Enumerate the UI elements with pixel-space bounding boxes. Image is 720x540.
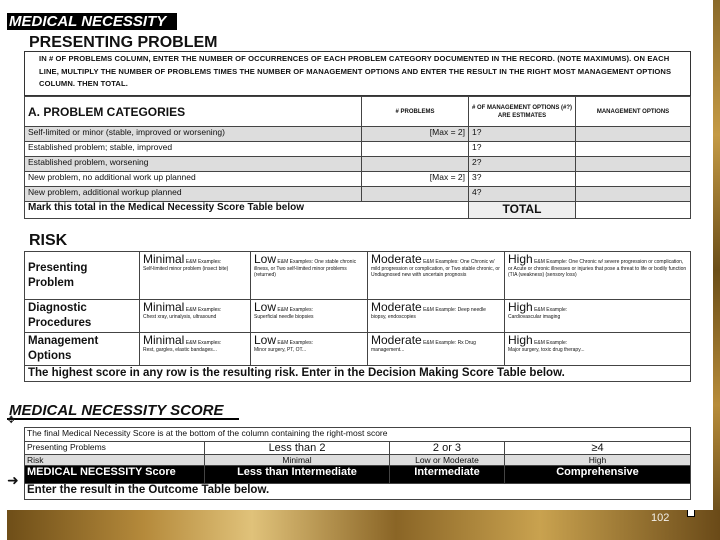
mgmt-count: 2? [469,157,576,172]
score-cell[interactable]: Less than 2 [205,442,390,455]
example-label: E&M Example: [534,340,568,346]
risk-footer: The highest score in any row is the resulting risk. Enter in the Decision Making Score Table below. [25,366,691,382]
example-text: Deep needle biopsy, endoscopies [371,307,486,320]
level-label: High [508,300,533,314]
example-text: Rx Drug management... [371,340,476,353]
example-text: Chest xray, urinalysis, ultrasound [143,314,217,320]
instructions-text: IN # OF PROBLEMS COLUMN, ENTER THE NUMBER OF OCCURRENCES OF EACH PROBLEM CATEGORY DOCUMENTED IN THE RECORD. (NOTE MAXIMUMS). ON EACH LINE, MULTIPLY THE NUMBER OF PROBLEMS TIMES THE NUMBER OF MANAGEMENT OPTIONS AND ENTER THE RESULT IN THE RIGHT MOST MANAGEMENT OPTIONS COLUMN. THEN TOTAL. [39,54,672,88]
score-result-label: MEDICAL NECESSITY Score [25,466,205,484]
level-label: High [508,333,533,347]
score-cell[interactable]: 2 or 3 [390,442,505,455]
table-row [25,442,691,455]
score-footer: Enter the result in the Outcome Table below. [25,484,691,500]
total-row-label: Mark this total in the Medical Necessity Score Table below [25,202,469,219]
problem-categories-table [24,96,691,219]
example-label: E&M Example: [534,307,568,313]
score-heading: MEDICAL NECESSITY SCORE [9,402,224,419]
page-title: MEDICAL NECESSITY [7,13,177,30]
risk-row-label: Management Options [25,333,140,366]
example-label: E&M Example: [534,259,568,265]
document-page [7,0,713,510]
score-result-row [25,466,691,484]
example-text: One stable chronic illness, or Two self-limited minor problems (returned) [254,259,357,278]
table-row [25,142,691,157]
medical-necessity-score-table [24,427,691,500]
score-cell[interactable]: ≥4 [505,442,691,455]
risk-cell-moderate [368,252,505,300]
risk-row-label: Diagnostic Procedures [25,300,140,333]
example-text: One Chronic w/ severe progression or complication, or Acute or chronic illnesses or injuries that pose a threat to life or bodily function (TIA (weakness) (sensory loss) [508,259,687,278]
col-mgmt-options-count: # OF MANAGEMENT OPTIONS (#?) ARE ESTIMATES [469,97,576,127]
example-text: Minor surgery, PT, OT... [254,347,307,353]
example-text: Rest, gargles, elastic bandages... [143,347,217,353]
risk-footer-row [25,366,691,382]
category-label: Self-limited or minor (stable, improved or worsening) [25,127,362,142]
page-number: 102 [651,512,670,524]
presenting-problem-heading: PRESENTING PROBLEM [29,34,218,51]
risk-cell-high [505,252,691,300]
level-label: Minimal [143,333,185,347]
risk-cell-moderate [368,300,505,333]
risk-cell-minimal [140,333,251,366]
mgmt-result[interactable] [576,142,691,157]
risk-cell-low [251,333,368,366]
example-text: One Chronic w/ mild progression or complication, or Two stable chronic, or Undiagnosed new with uncertain prognosis [371,259,500,278]
table-row [25,157,691,172]
problems-max[interactable]: [Max = 2] [362,127,469,142]
level-label: Minimal [143,252,185,266]
score-cell[interactable]: High [505,455,691,466]
total-value[interactable] [576,202,691,219]
table-row [25,127,691,142]
risk-cell-low [251,252,368,300]
risk-row-presenting-problem [25,252,691,300]
cursor-icon: ✥ [7,415,16,426]
example-label: E&M Examples: [277,340,313,346]
category-label: Established problem, worsening [25,157,362,172]
risk-cell-low [251,300,368,333]
mgmt-count: 1? [469,142,576,157]
risk-cell-high [505,333,691,366]
example-label: E&M Examples: [185,307,222,313]
total-row [25,202,691,219]
score-cell[interactable]: Low or Moderate [390,455,505,466]
category-label: Established problem; stable, improved [25,142,362,157]
risk-cell-moderate [368,333,505,366]
col-problem-categories: A. PROBLEM CATEGORIES [25,97,362,127]
example-text: Major surgery, toxic drug therapy... [508,347,585,353]
risk-row-management [25,333,691,366]
example-label: E&M Examples: [185,259,222,265]
score-footer-row [25,484,691,500]
mgmt-result[interactable] [576,157,691,172]
total-label: TOTAL [469,202,576,219]
instructions-box [24,51,691,96]
risk-heading: RISK [29,232,68,249]
category-label: New problem, no additional work up planned [25,172,362,187]
decorative-frame-bottom [0,510,720,540]
example-text: Cardiovascular imaging [508,314,561,320]
level-label: Moderate [371,300,422,314]
level-label: Moderate [371,333,422,347]
score-heading-underline [7,418,239,420]
example-label: E&M Examples: [277,259,313,265]
mgmt-result[interactable] [576,187,691,202]
problems-max[interactable] [362,157,469,172]
score-note-row [25,428,691,442]
mgmt-count: 1? [469,127,576,142]
example-label: E&M Examples: [185,340,222,346]
example-label: E&M Examples: [423,259,459,265]
risk-table [24,251,691,382]
example-text: Self-limited minor problem (insect bite) [143,266,229,272]
example-text: Superficial needle biopsies [254,314,314,320]
score-row-label: Risk [25,455,205,466]
level-label: Minimal [143,300,185,314]
table-row [25,455,691,466]
risk-row-diagnostic [25,300,691,333]
risk-row-label: Presenting Problem [25,252,140,300]
example-label: E&M Examples: [277,307,313,313]
risk-cell-minimal [140,252,251,300]
score-result-cell[interactable]: Comprehensive [505,466,691,484]
category-label: New problem, additional workup planned [25,187,362,202]
mgmt-result[interactable] [576,127,691,142]
level-label: Low [254,300,277,314]
decorative-frame-right [713,0,720,540]
score-row-label: Presenting Problems [25,442,205,455]
table-row [25,172,691,187]
problems-max[interactable]: [Max = 2] [362,172,469,187]
problems-max[interactable] [362,142,469,157]
score-note: The final Medical Necessity Score is at the bottom of the column containing the right-most score [25,428,691,442]
table-row [25,187,691,202]
mgmt-result[interactable] [576,172,691,187]
level-label: High [508,252,533,266]
example-label: E&M Example: [423,340,457,346]
score-result-cell[interactable]: Less than Intermediate [205,466,390,484]
level-label: Low [254,333,277,347]
mgmt-count: 3? [469,172,576,187]
col-management-options: MANAGEMENT OPTIONS [576,97,691,127]
arrow-right-icon: ➜ [7,472,19,488]
example-label: E&M Example: [423,307,457,313]
slide-marker [687,509,695,517]
frame-left [0,0,7,540]
score-cell[interactable]: Minimal [205,455,390,466]
score-result-cell[interactable]: Intermediate [390,466,505,484]
level-label: Moderate [371,252,422,266]
level-label: Low [254,252,277,266]
problems-max[interactable] [362,187,469,202]
risk-cell-high [505,300,691,333]
risk-cell-minimal [140,300,251,333]
mgmt-count: 4? [469,187,576,202]
col-number-problems: # PROBLEMS [362,97,469,127]
